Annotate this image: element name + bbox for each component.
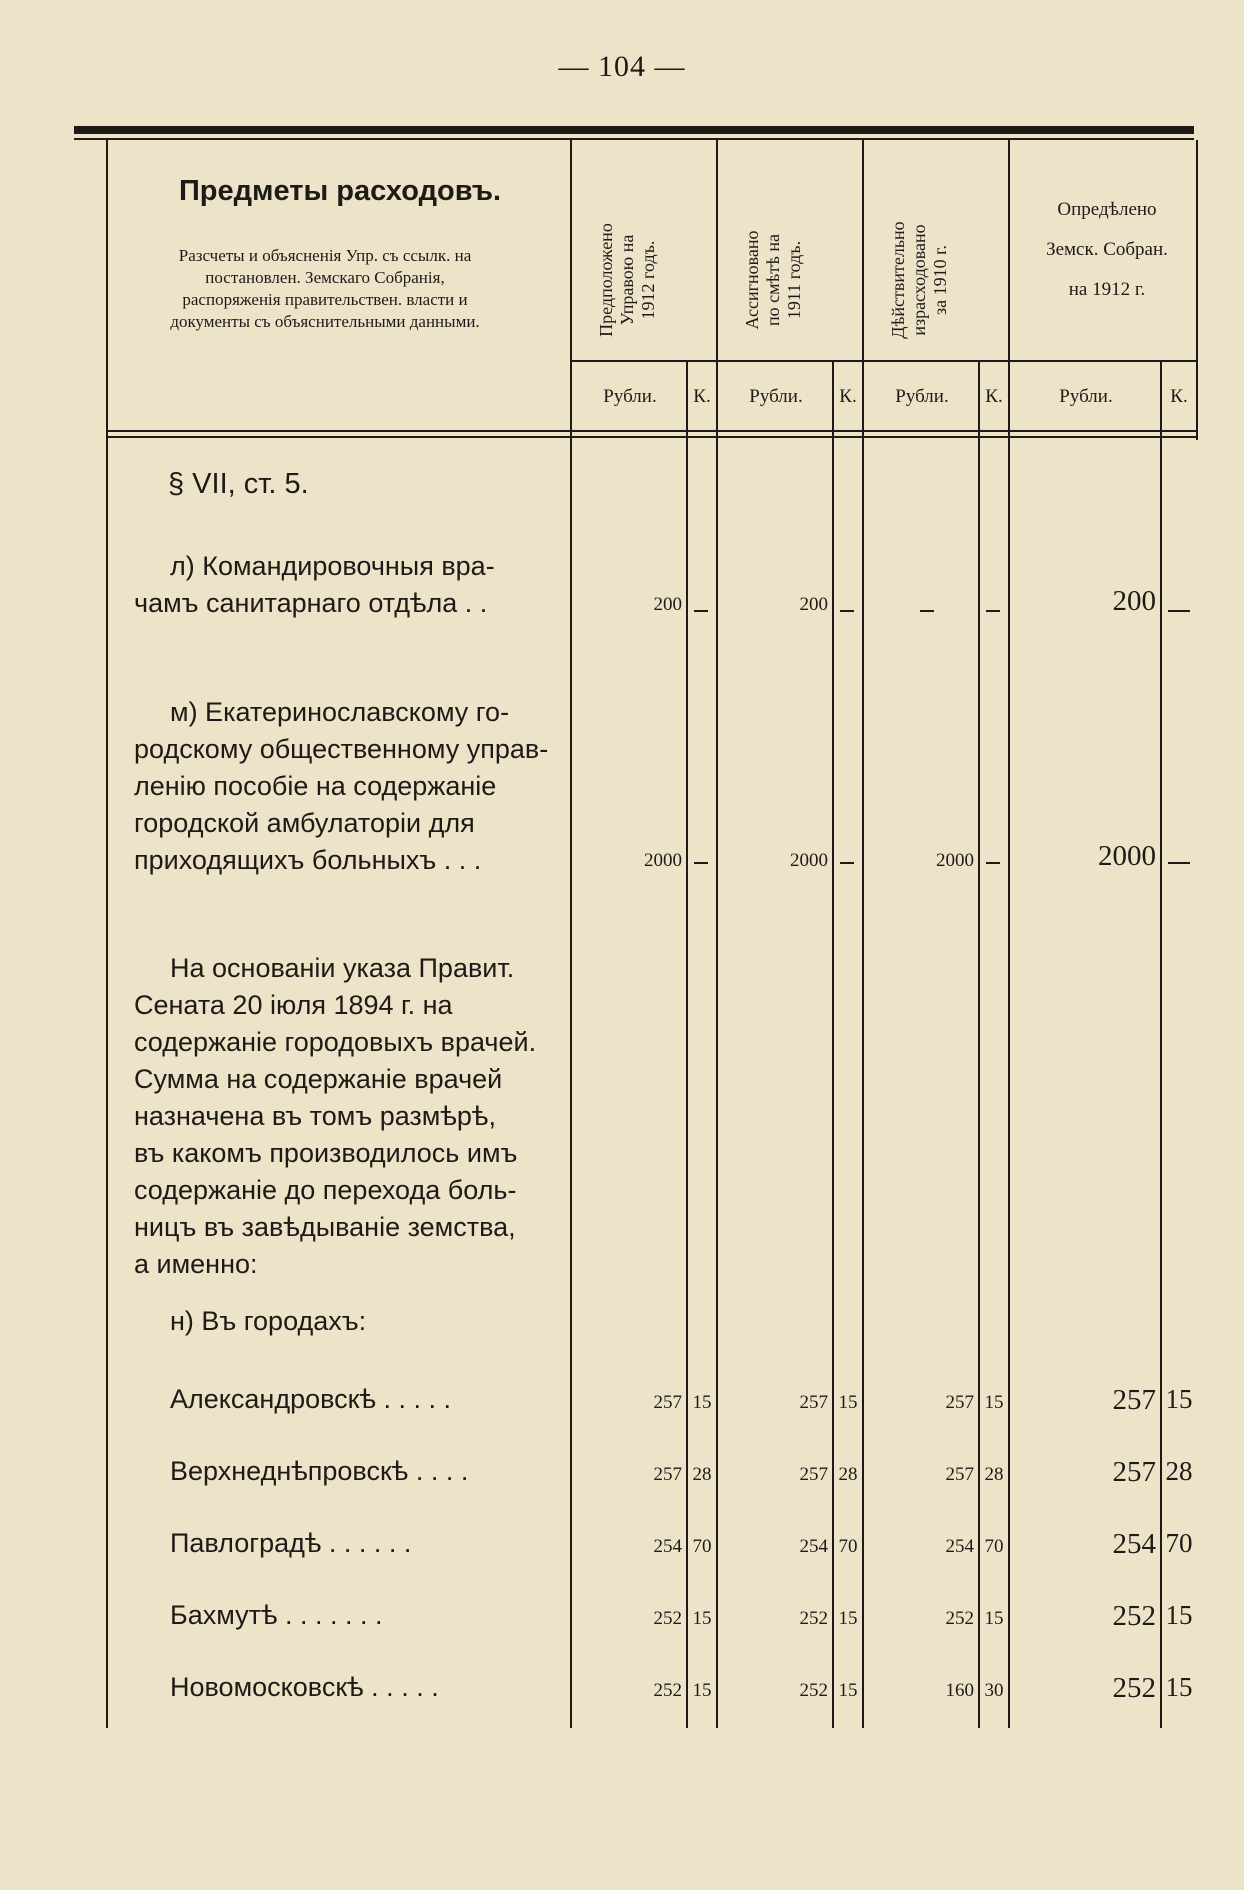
item-m-text: м) Екатеринославскому го- родскому общественному управ- ленію пособіе на содержаніе городской амбулаторіи для приходящихъ больныхъ . . . [134, 697, 549, 875]
row-label: Верхнеднѣпровскѣ . . . . [170, 1456, 469, 1486]
row-approved-rub: 252 [1112, 1672, 1156, 1704]
row-proposed-rub: 257 [653, 1464, 682, 1485]
col-divider-1 [570, 140, 572, 1728]
item-m-assigned-kop-dash [840, 862, 854, 864]
item-l-assigned: 200 [799, 594, 828, 615]
item-m-spent: 2000 [936, 850, 974, 871]
row-spent-kop: 30 [984, 1680, 1004, 1701]
unit-kop-1: К. [693, 386, 711, 407]
row-approved-rub: 254 [1112, 1528, 1156, 1560]
row-spent-rub: 257 [945, 1392, 974, 1413]
row-proposed-kop: 15 [692, 1680, 712, 1701]
row-spent-rub: 257 [945, 1464, 974, 1485]
row-assigned-rub: 257 [799, 1464, 828, 1485]
row-proposed-rub: 257 [653, 1392, 682, 1413]
col-divider-3k [978, 360, 980, 1728]
item-l-approved-kop-dash [1168, 610, 1190, 612]
row-label: Бахмутѣ . . . . . . . [170, 1600, 383, 1630]
unit-kop-2: К. [839, 386, 857, 407]
unit-rub-2: Рубли. [749, 386, 803, 407]
col-divider-4 [1008, 140, 1010, 1728]
unit-rub-4: Рубли. [1059, 386, 1113, 407]
item-m-proposed-kop-dash [694, 862, 708, 864]
section-heading: § VII, ст. 5. [168, 468, 309, 500]
header-subtitle: Разсчеты и объясненія Упр. съ ссылк. на постановлен. Земскаго Собранія, распоряженія правительствен. власти и документы съ объяснительными данными. [170, 246, 480, 331]
row-spent-rub: 254 [945, 1536, 974, 1557]
row-approved-rub: 252 [1112, 1600, 1156, 1632]
row-spent-rub: 252 [945, 1608, 974, 1629]
row-proposed-kop: 15 [692, 1608, 712, 1629]
item-l-assigned-kop-dash [840, 610, 854, 612]
row-assigned-rub: 252 [799, 1680, 828, 1701]
row-spent-kop: 70 [984, 1536, 1004, 1557]
col-header-spent: Дѣйствительно израсходовано за 1910 г. [887, 221, 950, 339]
table-border-left [106, 140, 108, 1728]
item-l-text: л) Командировочныя вра- чамъ санитарнаго отдѣла . . [134, 551, 495, 618]
unit-rub-1: Рубли. [603, 386, 657, 407]
item-l-spent-kop-dash [986, 610, 1000, 612]
item-l-proposed: 200 [653, 594, 682, 615]
unit-kop-3: К. [985, 386, 1003, 407]
row-proposed-kop: 28 [692, 1464, 712, 1485]
row-assigned-kop: 15 [838, 1608, 858, 1629]
row-label: Новомосковскѣ . . . . . [170, 1672, 439, 1702]
row-approved-kop: 15 [1165, 1600, 1193, 1630]
row-proposed-kop: 15 [692, 1392, 712, 1413]
row-assigned-kop: 70 [838, 1536, 858, 1557]
row-assigned-kop: 28 [838, 1464, 858, 1485]
row-approved-kop: 15 [1165, 1384, 1193, 1414]
row-assigned-rub: 257 [799, 1392, 828, 1413]
col-header-proposed: Предположено Управою на 1912 годъ. [595, 223, 658, 337]
row-approved-kop: 70 [1165, 1528, 1193, 1558]
item-m-proposed: 2000 [644, 850, 682, 871]
col-divider-3 [862, 140, 864, 1728]
row-approved-rub: 257 [1112, 1456, 1156, 1488]
item-l-proposed-kop-dash [694, 610, 708, 612]
row-proposed-kop: 70 [692, 1536, 712, 1557]
row-label: Павлоградѣ . . . . . . [170, 1528, 412, 1558]
row-approved-kop: 28 [1165, 1456, 1193, 1486]
row-spent-kop: 15 [984, 1608, 1004, 1629]
row-proposed-rub: 254 [653, 1536, 682, 1557]
page-number: — 104 — [558, 50, 686, 83]
top-rule-thick [74, 126, 1194, 134]
col-header-approved: Опредѣлено Земск. Собран. на 1912 г. [1046, 199, 1168, 300]
row-assigned-kop: 15 [838, 1392, 858, 1413]
item-l-approved: 200 [1112, 585, 1156, 617]
row-proposed-rub: 252 [653, 1680, 682, 1701]
item-n-label: н) Въ городахъ: [170, 1306, 367, 1336]
item-m-approved-kop-dash [1168, 862, 1190, 864]
row-spent-kop: 15 [984, 1392, 1004, 1413]
row-approved-kop: 15 [1165, 1672, 1193, 1702]
item-m-spent-kop-dash [986, 862, 1000, 864]
row-assigned-rub: 252 [799, 1608, 828, 1629]
row-assigned-kop: 15 [838, 1680, 858, 1701]
row-spent-rub: 160 [945, 1680, 974, 1701]
row-label: Александровскѣ . . . . . [170, 1384, 452, 1414]
col-divider-1k [686, 360, 688, 1728]
row-assigned-rub: 254 [799, 1536, 828, 1557]
item-l-spent-dash [920, 610, 934, 612]
row-spent-kop: 28 [984, 1464, 1004, 1485]
item-m-assigned: 2000 [790, 850, 828, 871]
row-proposed-rub: 252 [653, 1608, 682, 1629]
row-approved-rub: 257 [1112, 1384, 1156, 1416]
col-divider-4k [1160, 360, 1162, 1728]
header-title: Предметы расходовъ. [178, 175, 502, 207]
note-text: На основаніи указа Правит. Сената 20 іюля 1894 г. на содержаніе городовыхъ врачей. Сумма на содержаніе врачей назначена въ томъ размѣрѣ, въ какомъ производилось имъ содержаніе до перехода боль- ницъ въ завѣдываніе земства, а именно: [134, 953, 537, 1279]
header-bottom-line [106, 430, 1196, 432]
unit-rub-3: Рубли. [895, 386, 949, 407]
item-m-approved: 2000 [1098, 840, 1156, 872]
top-rule-thin [74, 138, 1194, 140]
col-divider-2 [716, 140, 718, 1728]
unit-kop-4: К. [1170, 386, 1188, 407]
header-bottom-line-2 [106, 436, 1196, 438]
col-header-assigned: Ассигновано по смѣтѣ на 1911 годъ. [741, 230, 804, 330]
col-divider-2k [832, 360, 834, 1728]
